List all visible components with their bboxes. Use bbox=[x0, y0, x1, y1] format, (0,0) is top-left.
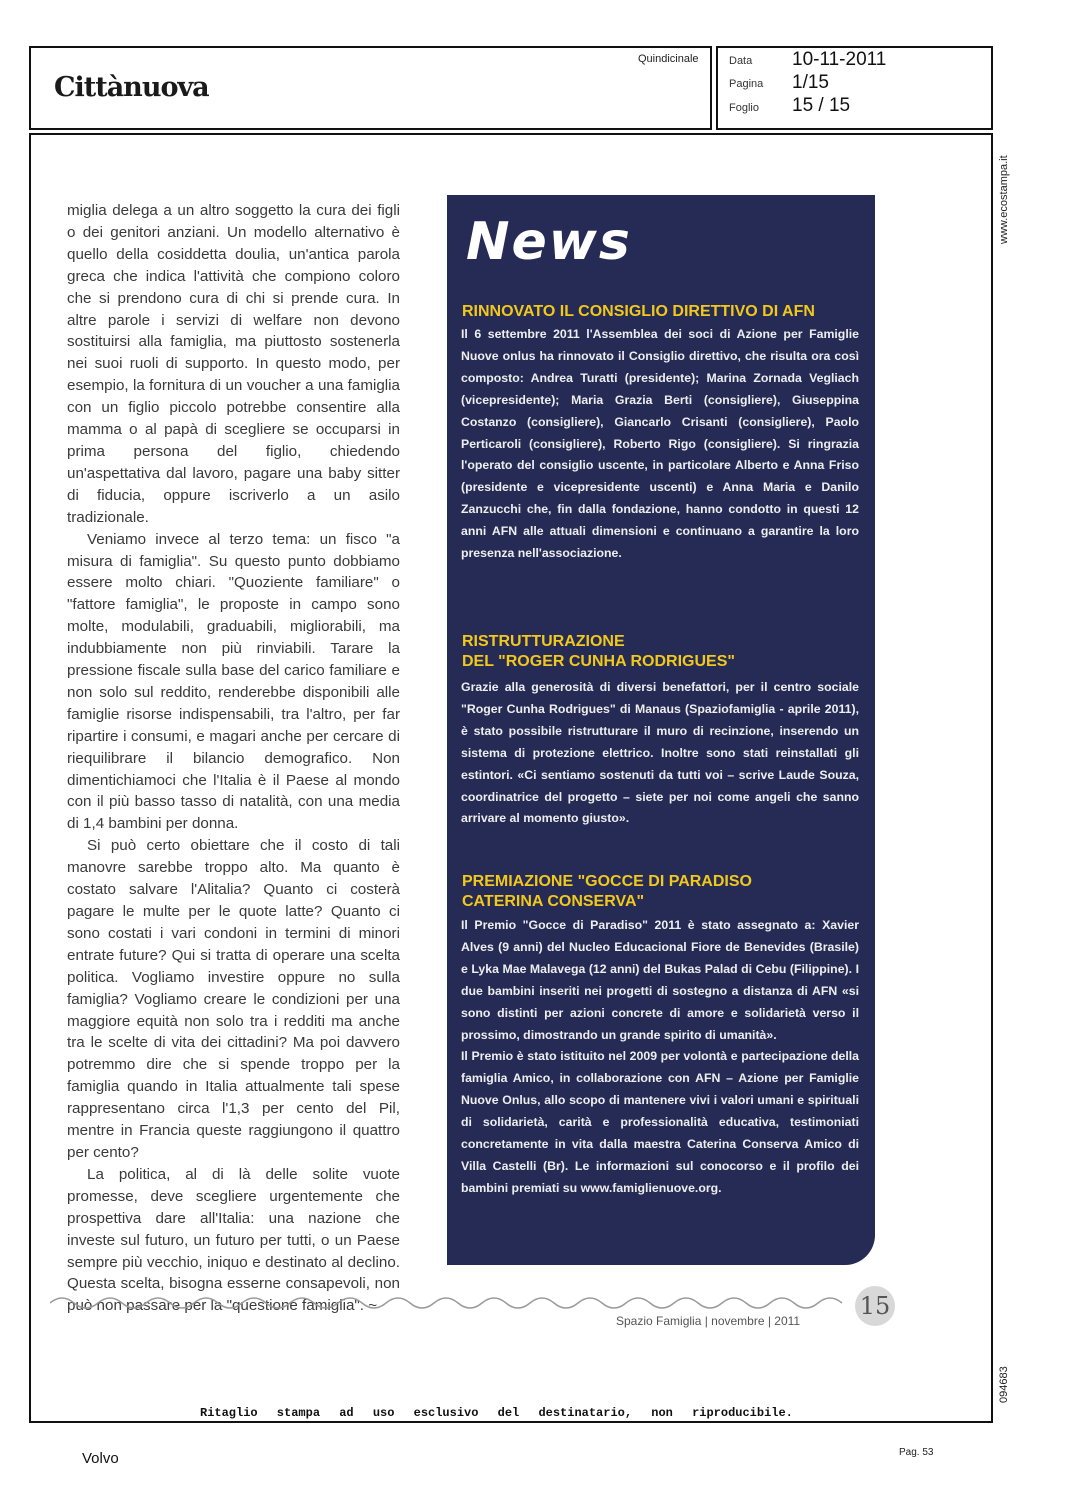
news-title: News bbox=[466, 212, 632, 272]
news-heading-award: PREMIAZIONE "GOCCE DI PARADISO CATERINA CONSERVA" bbox=[462, 873, 752, 910]
article-paragraph: Veniamo invece al terzo tema: un fisco "a misura di famiglia". Su questo punto dobbiamo essere molto chiari. "Quoziente familiare" o "fattore famiglia", le proposte in campo sono molte, modulabili, graduabili, migliorabili, ma indubbiamente non più rinviabili. Tarare la pressione fiscale sulla base del carico familiare e non solo sul reddito, renderebbe disponibili alle famiglie risorse indispensabili, tra l'altro, per far ripartire i consumi, e magari anche per cercare di riequilibrare il bilancio demografico. Non dimentichiamoci che l'Italia è il Paese al mondo con il più basso tasso di natalità, con una media di 1,4 bambini per donna. bbox=[67, 530, 400, 833]
news-heading-renovation: RISTRUTTURAZIONE DEL "ROGER CUNHA RODRIGUES" bbox=[462, 633, 735, 670]
side-code: 094683 bbox=[998, 1366, 1010, 1403]
footer-section-line: Spazio Famiglia | novembre | 2011 bbox=[616, 1314, 801, 1328]
article-column bbox=[67, 200, 400, 1317]
news-body-council bbox=[461, 324, 859, 565]
news-paragraph: Il Premio "Gocce di Paradiso" 2011 è stato assegnato a: Xavier Alves (9 anni) del Nucleo Educacional Fiore de Benevides (Brasile) e Lyka Mae Malavega (12 anni) del Bukas Palad di Cebu (Filippine). I due bambini inseriti nei progetti di sostegno a distanza di AFN «si sono distinti per azioni concrete di amore e solidarietà verso il prossimo, dimostrando un grande spirito di umanità». bbox=[461, 918, 859, 1042]
news-paragraph: Il Premio è stato istituito nel 2009 per volontà e partecipazione della famiglia Amico, in collaborazione con AFN – Azione per Famiglie Nuove Onlus, allo scopo di mantenere vivi i valori umani e spirituali di solidarietà, carità e professionalità educativa, testimoniati concretamente in vita dalla maestra Caterina Conserva Amico di Villa Castelli (Br). Le informazioni sul conocorso e il profilo dei bambini premiati su www.famiglienuove.org. bbox=[461, 1049, 859, 1195]
news-heading-council: RINNOVATO IL CONSIGLIO DIRETTIVO DI AFN bbox=[462, 303, 815, 320]
date-label: Data bbox=[729, 55, 753, 67]
publication-logo: Cittànuova bbox=[54, 72, 209, 103]
frequency-label: Quindicinale bbox=[638, 53, 699, 65]
sheet-value: 15 / 15 bbox=[792, 95, 851, 116]
wave-divider bbox=[50, 1292, 850, 1314]
page-label: Pagina bbox=[729, 78, 764, 90]
side-website: www.ecostampa.it bbox=[998, 155, 1010, 244]
bottom-page-label: Pag. 53 bbox=[899, 1447, 934, 1458]
news-paragraph: Grazie alla generosità di diversi benefattori, per il centro sociale "Roger Cunha Rodrigues" di Manaus (Spaziofamiglia - aprile 2011), è stato possibile ristrutturare il muro di recinzione, inserendo un sistema di protezione elettrico. Inoltre sono stati reinstallati gli estintori. «Ci sentiamo sostenuti da tutti voi – scrive Laude Souza, coordinatrice del progetto – siete per noi come angeli che sanno arrivare al momento giusto». bbox=[461, 680, 859, 826]
news-paragraph: Il 6 settembre 2011 l'Assemblea dei soci di Azione per Famiglie Nuove onlus ha rinnovato il Consiglio direttivo, che risulta ora così composto: Andrea Turatti (presidente); Marina Zornada Vegliach (vicepresidente); Maria Grazia Berti (consigliere), Giuseppina Costanzo (consigliere), Giancarlo Crisanti (consigliere), Paolo Perticaroli (consigliere), Roberto Rigo (consigliere). Si ringrazia l'operato del consiglio uscente, in particolare Alberto e Anna Friso (presidente e vicepresidente uscenti) e Anna Maria e Danilo Zanzucchi che, fin dalla fondazione, hanno condotto in questi 12 anni AFN alle attuali dimensioni e continuano a garantire la loro presenza nell'associazione. bbox=[461, 327, 859, 561]
news-body-award bbox=[461, 915, 859, 1200]
article-paragraph: miglia delega a un altro soggetto la cura dei figli o dei genitori anziani. Un modello alternativo è quello della cosiddetta doulia, un'antica parola greca che indica l'attività che compiono coloro che si prendono cura di chi si prende cura. In altre parole i servizi di welfare non devono sostituirsi alla famiglia, ma piuttosto sostenerla nei suoi ruoli di supporto. In questo modo, per esempio, la fornitura di un voucher a una famiglia con un figlio piccolo potrebbe consentire alla mamma o al papà di scegliere se occuparsi in prima persona del figlio, chiedendo un'aspettativa dal lavoro, pagare una baby sitter di fiducia, oppure iscriverlo a un asilo tradizionale. bbox=[67, 202, 400, 526]
page-number-badge: 15 bbox=[855, 1286, 895, 1326]
page-value: 1/15 bbox=[792, 72, 829, 93]
disclaimer: Ritaglio stampa ad uso esclusivo del destinatario, non riproducibile. bbox=[200, 1406, 793, 1420]
bottom-left-label: Volvo bbox=[82, 1450, 119, 1467]
article-paragraph: La politica, al di là delle solite vuote promesse, deve scegliere urgentemente che prospettiva dare all'Italia: una nazione che investe sul futuro, un futuro per tutti, o un Paese sempre più vecchio, iniquo e destinato al declino. Questa scelta, bisogna esserne consapevoli, non può non passare per la "questione famiglia". ~ bbox=[67, 1165, 400, 1315]
article-paragraph: Si può certo obiettare che il costo di tali manovre sarebbe troppo alto. Ma quanto è costato salvare l'Alitalia? Quanto ci costerà pagare le multe per le quote latte? Quanto ci sono costati i vari condoni in termini di minori entrate future? Qui si tratta di operare una scelta politica. Vogliamo investire oppure no sulla famiglia? Vogliamo creare le condizioni per una maggiore equità non solo tra i redditi ma anche tra le scelte di vita dei cittadini? Ma poi davvero potremmo dire che si spende troppo per la famiglia quando in Italia attualmente tali spese rappresentano circa l'1,3 per cento del Pil, mentre in Francia queste raggiungono il quattro per cento? bbox=[67, 837, 400, 1161]
news-body-renovation bbox=[461, 677, 859, 830]
sheet-label: Foglio bbox=[729, 102, 759, 114]
date-value: 10-11-2011 bbox=[792, 49, 887, 70]
